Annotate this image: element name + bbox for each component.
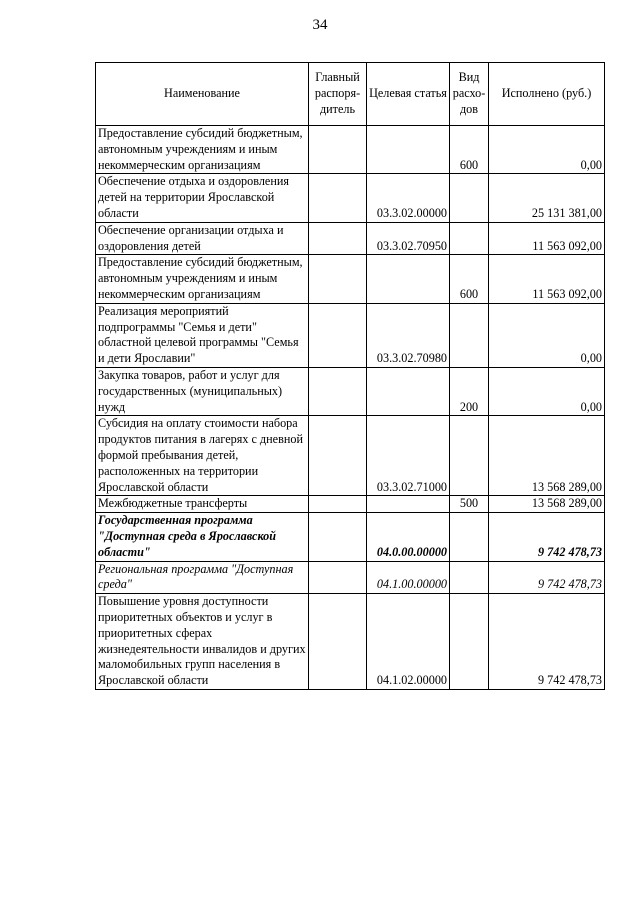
row-executed: 11 563 092,00 xyxy=(489,255,605,303)
row-main-distributor xyxy=(309,367,367,415)
row-expense-kind: 200 xyxy=(450,367,489,415)
row-main-distributor xyxy=(309,222,367,255)
row-main-distributor xyxy=(309,255,367,303)
table-header-row xyxy=(96,63,605,126)
header-executed: Исполнено (руб.) xyxy=(489,63,605,126)
row-expense-kind: 600 xyxy=(450,255,489,303)
table-row xyxy=(96,126,605,174)
row-main-distributor xyxy=(309,174,367,222)
row-main-distributor xyxy=(309,416,367,496)
row-executed: 9 742 478,73 xyxy=(489,561,605,594)
row-name: Предоставление субсидий бюджетным, автономным учреждениям и иным некоммерческим организациям xyxy=(96,126,309,174)
table-row xyxy=(96,303,605,367)
row-target-article: 03.3.02.70950 xyxy=(367,222,450,255)
row-name: Субсидия на оплату стоимости набора продуктов питания в лагерях с дневной формой пребывания детей, расположенных на территории Ярославской области xyxy=(96,416,309,496)
row-expense-kind: 600 xyxy=(450,126,489,174)
table-row xyxy=(96,496,605,513)
row-target-article: 04.0.00.00000 xyxy=(367,513,450,561)
row-target-article xyxy=(367,126,450,174)
page-number: 34 xyxy=(312,17,328,33)
row-target-article xyxy=(367,496,450,513)
row-executed: 0,00 xyxy=(489,303,605,367)
row-target-article: 03.3.02.00000 xyxy=(367,174,450,222)
row-executed: 13 568 289,00 xyxy=(489,496,605,513)
row-executed: 13 568 289,00 xyxy=(489,416,605,496)
row-executed: 9 742 478,73 xyxy=(489,594,605,690)
row-name: Повышение уровня доступности приоритетных объектов и услуг в приоритетных сферах жизнедеятельности инвалидов и других маломобильных групп населения в Ярославской области xyxy=(96,594,309,690)
header-name: Наименование xyxy=(96,63,309,126)
header-main-distributor: Главный распоря-дитель xyxy=(309,63,367,126)
table-row xyxy=(96,174,605,222)
row-main-distributor xyxy=(309,594,367,690)
row-name: Предоставление субсидий бюджетным, автономным учреждениям и иным некоммерческим организациям xyxy=(96,255,309,303)
row-target-article xyxy=(367,255,450,303)
table-row-program xyxy=(96,513,605,561)
row-expense-kind xyxy=(450,303,489,367)
row-name: Закупка товаров, работ и услуг для государственных (муниципальных) нужд xyxy=(96,367,309,415)
header-expense-kind: Вид расхо-дов xyxy=(450,63,489,126)
table-row-regional xyxy=(96,561,605,594)
row-main-distributor xyxy=(309,126,367,174)
row-executed: 25 131 381,00 xyxy=(489,174,605,222)
row-main-distributor xyxy=(309,561,367,594)
row-name: Реализация мероприятий подпрограммы "Семья и дети" областной целевой программы "Семья и дети Ярославии" xyxy=(96,303,309,367)
budget-table xyxy=(95,62,605,690)
table-row xyxy=(96,367,605,415)
row-executed: 0,00 xyxy=(489,126,605,174)
row-target-article: 03.3.02.70980 xyxy=(367,303,450,367)
row-executed: 11 563 092,00 xyxy=(489,222,605,255)
header-target-article: Целевая статья xyxy=(367,63,450,126)
row-executed: 0,00 xyxy=(489,367,605,415)
row-target-article: 04.1.02.00000 xyxy=(367,594,450,690)
row-target-article xyxy=(367,367,450,415)
row-main-distributor xyxy=(309,496,367,513)
table-row xyxy=(96,594,605,690)
row-executed: 9 742 478,73 xyxy=(489,513,605,561)
row-main-distributor xyxy=(309,513,367,561)
row-name: Межбюджетные трансферты xyxy=(96,496,309,513)
table-row xyxy=(96,416,605,496)
row-name: Обеспечение отдыха и оздоровления детей на территории Ярославской области xyxy=(96,174,309,222)
row-expense-kind xyxy=(450,174,489,222)
row-expense-kind xyxy=(450,416,489,496)
row-target-article: 04.1.00.00000 xyxy=(367,561,450,594)
table-row xyxy=(96,222,605,255)
row-expense-kind xyxy=(450,222,489,255)
row-main-distributor xyxy=(309,303,367,367)
row-name: Государственная программа "Доступная среда в Ярославской области" xyxy=(96,513,309,561)
row-name: Обеспечение организации отдыха и оздоровления детей xyxy=(96,222,309,255)
row-expense-kind xyxy=(450,513,489,561)
row-expense-kind: 500 xyxy=(450,496,489,513)
row-target-article: 03.3.02.71000 xyxy=(367,416,450,496)
row-expense-kind xyxy=(450,561,489,594)
row-expense-kind xyxy=(450,594,489,690)
row-name: Региональная программа "Доступная среда" xyxy=(96,561,309,594)
table-row xyxy=(96,255,605,303)
